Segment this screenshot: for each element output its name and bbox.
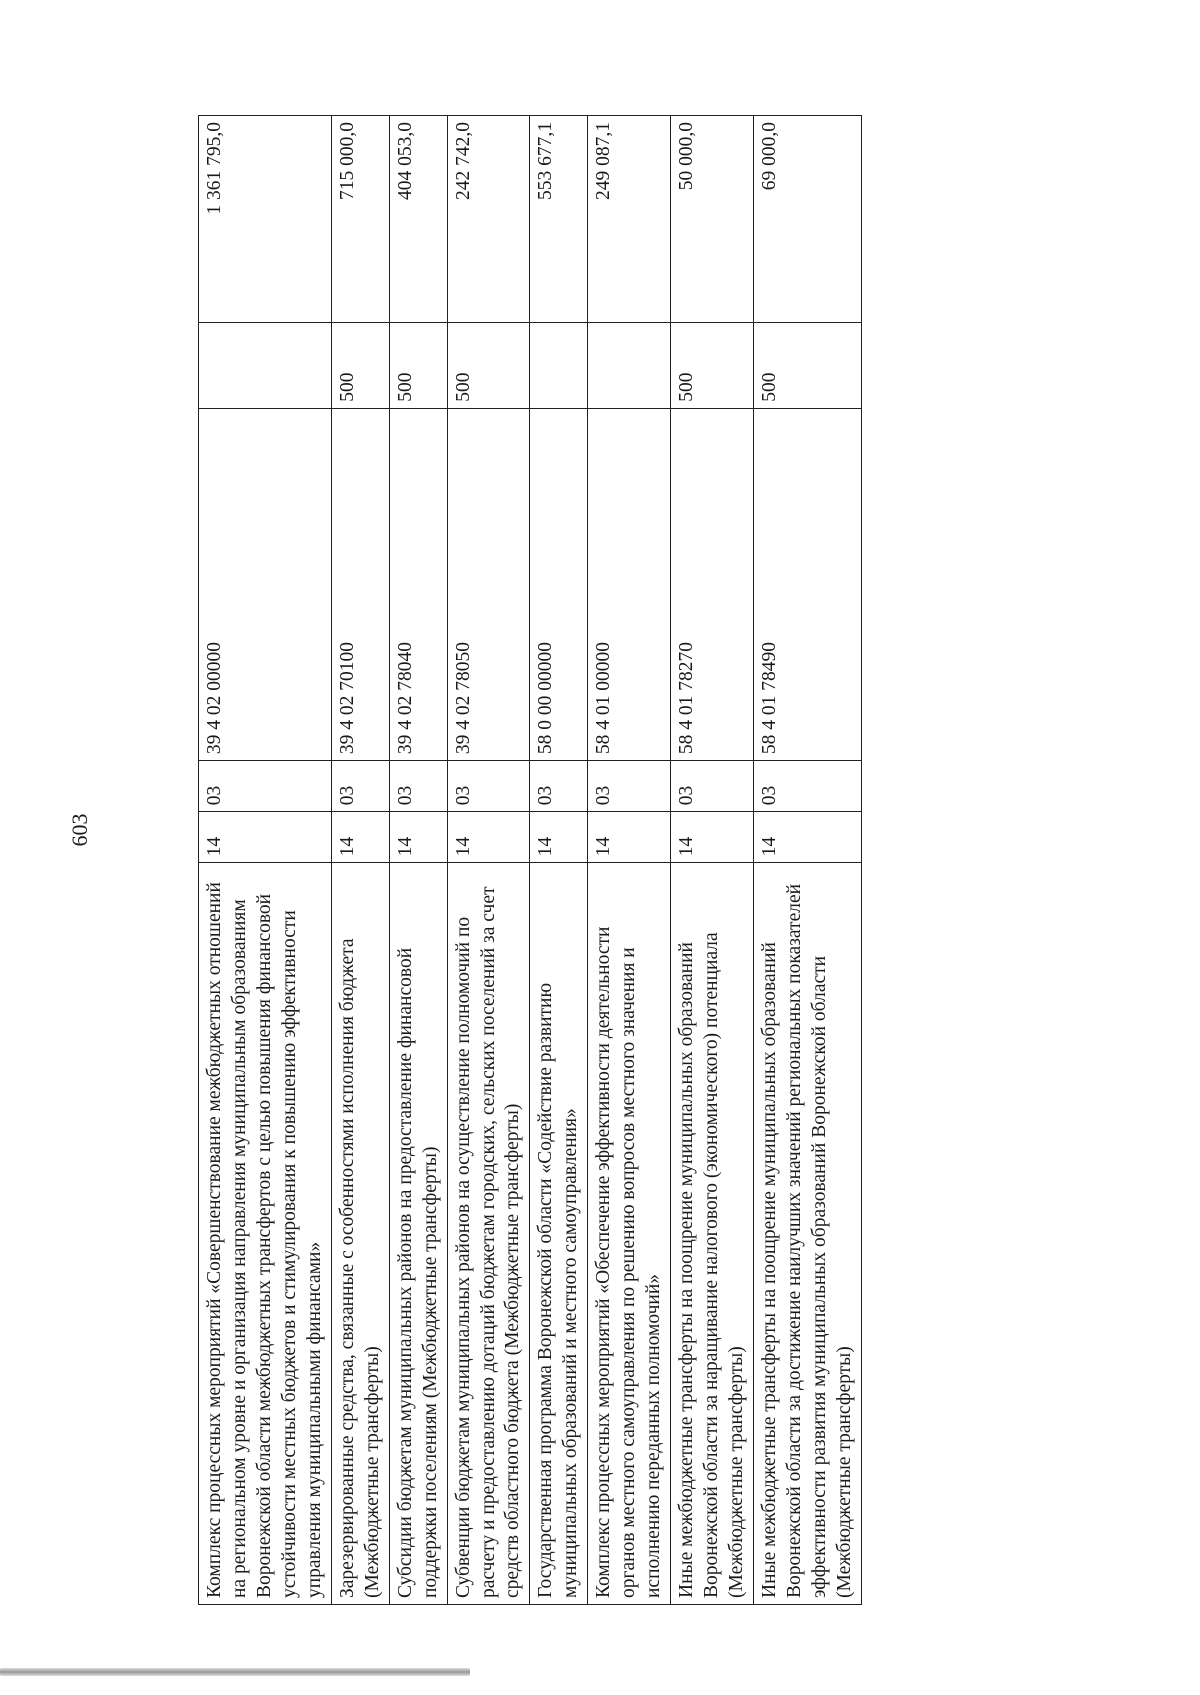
row-target-article-code: 39 4 02 00000 [199,408,332,760]
row-target-article-code: 39 4 02 70100 [331,408,389,760]
row-amount: 1 361 795,0 [199,116,332,323]
row-subsection-code: 03 [754,761,862,812]
row-amount: 404 053,0 [389,116,447,323]
row-section-code: 14 [530,812,588,863]
scan-edge-mark [0,1668,470,1676]
budget-table [198,115,862,1605]
row-section-code: 14 [447,812,530,863]
row-name: Субсидии бюджетам муниципальных районов на предоставление финансовой поддержки поселениям (Межбюджетные трансферты) [389,863,447,1605]
row-subsection-code: 03 [199,761,332,812]
row-subsection-code: 03 [331,761,389,812]
row-expense-type-code: 500 [447,323,530,408]
row-section-code: 14 [588,812,671,863]
row-expense-type-code: 500 [389,323,447,408]
row-amount: 50 000,0 [671,116,754,323]
row-amount: 553 677,1 [530,116,588,323]
row-subsection-code: 03 [671,761,754,812]
page-number: 603 [67,813,92,847]
row-name: Государственная программа Воронежской области «Содействие развитию муниципальных образований и местного самоуправления» [530,863,588,1605]
table-row [447,116,530,1605]
row-section-code: 14 [671,812,754,863]
row-subsection-code: 03 [447,761,530,812]
row-name: Иные межбюджетные трансферты на поощрение муниципальных образований Воронежской области за достижение наилучших значений региональных показателей эффективности развития муниципальных образований Воронежской области (Межбюджетные трансферты) [754,863,862,1605]
row-name: Субвенции бюджетам муниципальных районов на осуществление полномочий по расчету и предоставлению дотаций бюджетам городских, сельских поселений за счет средств областного бюджета (Межбюджетные трансферты) [447,863,530,1605]
row-expense-type-code [530,323,588,408]
row-target-article-code: 39 4 02 78040 [389,408,447,760]
budget-table-container [198,115,1078,1605]
table-row [530,116,588,1605]
row-amount: 242 742,0 [447,116,530,323]
row-expense-type-code [588,323,671,408]
row-amount: 69 000,0 [754,116,862,323]
row-amount: 249 087,1 [588,116,671,323]
table-row [754,116,862,1605]
row-section-code: 14 [331,812,389,863]
row-target-article-code: 58 4 01 00000 [588,408,671,760]
row-expense-type-code: 500 [331,323,389,408]
row-section-code: 14 [754,812,862,863]
table-row [331,116,389,1605]
row-name: Иные межбюджетные трансферты на поощрение муниципальных образований Воронежской области за наращивание налогового (экономического) потенциала (Межбюджетные трансферты) [671,863,754,1605]
table-row [389,116,447,1605]
table-row [671,116,754,1605]
row-target-article-code: 58 0 00 00000 [530,408,588,760]
row-target-article-code: 58 4 01 78270 [671,408,754,760]
row-amount: 715 000,0 [331,116,389,323]
row-section-code: 14 [389,812,447,863]
row-target-article-code: 39 4 02 78050 [447,408,530,760]
row-section-code: 14 [199,812,332,863]
row-expense-type-code: 500 [671,323,754,408]
row-subsection-code: 03 [530,761,588,812]
row-subsection-code: 03 [588,761,671,812]
row-subsection-code: 03 [389,761,447,812]
row-name: Зарезервированные средства, связанные с особенностями исполнения бюджета (Межбюджетные трансферты) [331,863,389,1605]
row-name: Комплекс процессных мероприятий «Обеспечение эффективности деятельности органов местного самоуправления по решению вопросов местного значения и исполнению переданных полномочий» [588,863,671,1605]
row-expense-type-code [199,323,332,408]
table-row [199,116,332,1605]
row-target-article-code: 58 4 01 78490 [754,408,862,760]
row-expense-type-code: 500 [754,323,862,408]
table-row [588,116,671,1605]
row-name: Комплекс процессных мероприятий «Совершенствование межбюджетных отношений на региональном уровне и организация направления муниципальным образованиям Воронежской области межбюджетных трансфертов с целью повышения финансовой устойчивости местных бюджетов и стимулирования к повышению эффективности управления муниципальными финансами» [199,863,332,1605]
